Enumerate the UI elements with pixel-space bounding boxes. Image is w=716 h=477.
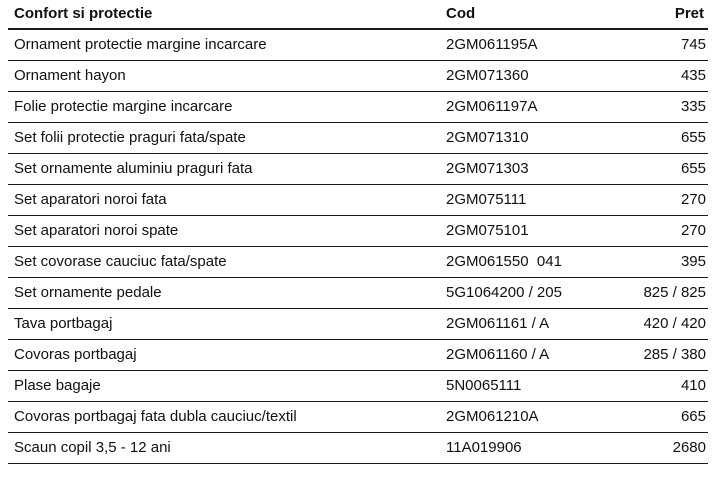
row-price: 335 [680,98,706,115]
row-price: 745 [680,36,706,53]
row-price: 420 / 420 [643,315,706,332]
row-price: 395 [680,253,706,270]
row-name: Ornament protectie margine incarcare [14,36,267,53]
row-price: 410 [680,377,706,394]
row-code: 2GM061210A [446,408,539,425]
row-price: 665 [680,408,706,425]
row-code: 2GM071360 [446,67,529,84]
header-name: Confort si protectie [14,5,153,22]
table-header-row [8,0,708,30]
row-price: 285 / 380 [643,346,706,363]
row-name: Folie protectie margine incarcare [14,98,233,115]
row-code: 2GM061161 / A [446,315,550,332]
row-name: Set folii protectie praguri fata/spate [14,129,246,146]
table-row [8,92,708,123]
row-code: 2GM061195A [446,36,538,53]
row-price: 2680 [672,439,706,456]
row-price: 270 [680,222,706,239]
table-row [8,309,708,340]
row-name: Covoras portbagaj [14,346,137,363]
row-name: Plase bagaje [14,377,101,394]
row-price: 435 [680,67,706,84]
row-name: Tava portbagaj [14,315,113,332]
row-code: 2GM061160 / A [446,346,550,363]
row-code: 11A019906 [446,439,522,456]
table-row [8,433,708,464]
table-row [8,30,708,61]
row-name: Scaun copil 3,5 - 12 ani [14,439,171,456]
table-row [8,216,708,247]
table-row [8,247,708,278]
table-row [8,278,708,309]
row-name: Ornament hayon [14,67,126,84]
row-name: Set aparatori noroi fata [14,191,167,208]
row-name: Set ornamente pedale [14,284,162,301]
row-code: 5N0065111 [446,377,522,394]
table-row [8,61,708,92]
row-code: 5G1064200 / 205 [446,284,562,301]
row-name: Set aparatori noroi spate [14,222,179,239]
row-price: 655 [680,129,706,146]
price-table [8,0,708,464]
row-price: 655 [680,160,706,177]
table-row [8,340,708,371]
table-row [8,185,708,216]
header-code: Cod [446,5,476,22]
row-name: Set covorase cauciuc fata/spate [14,253,227,270]
table-row [8,402,708,433]
row-code: 2GM075101 [446,222,529,239]
row-code: 2GM071310 [446,129,529,146]
table-row [8,371,708,402]
table-row [8,123,708,154]
row-name: Set ornamente aluminiu praguri fata [14,160,253,177]
row-price: 825 / 825 [643,284,706,301]
row-name: Covoras portbagaj fata dubla cauciuc/textil [14,408,297,425]
row-code: 2GM071303 [446,160,529,177]
row-code: 2GM075111 [446,191,527,208]
table-row [8,154,708,185]
header-price: Pret [674,5,704,22]
row-price: 270 [680,191,706,208]
row-code: 2GM061550 041 [446,253,562,270]
row-code: 2GM061197A [446,98,538,115]
